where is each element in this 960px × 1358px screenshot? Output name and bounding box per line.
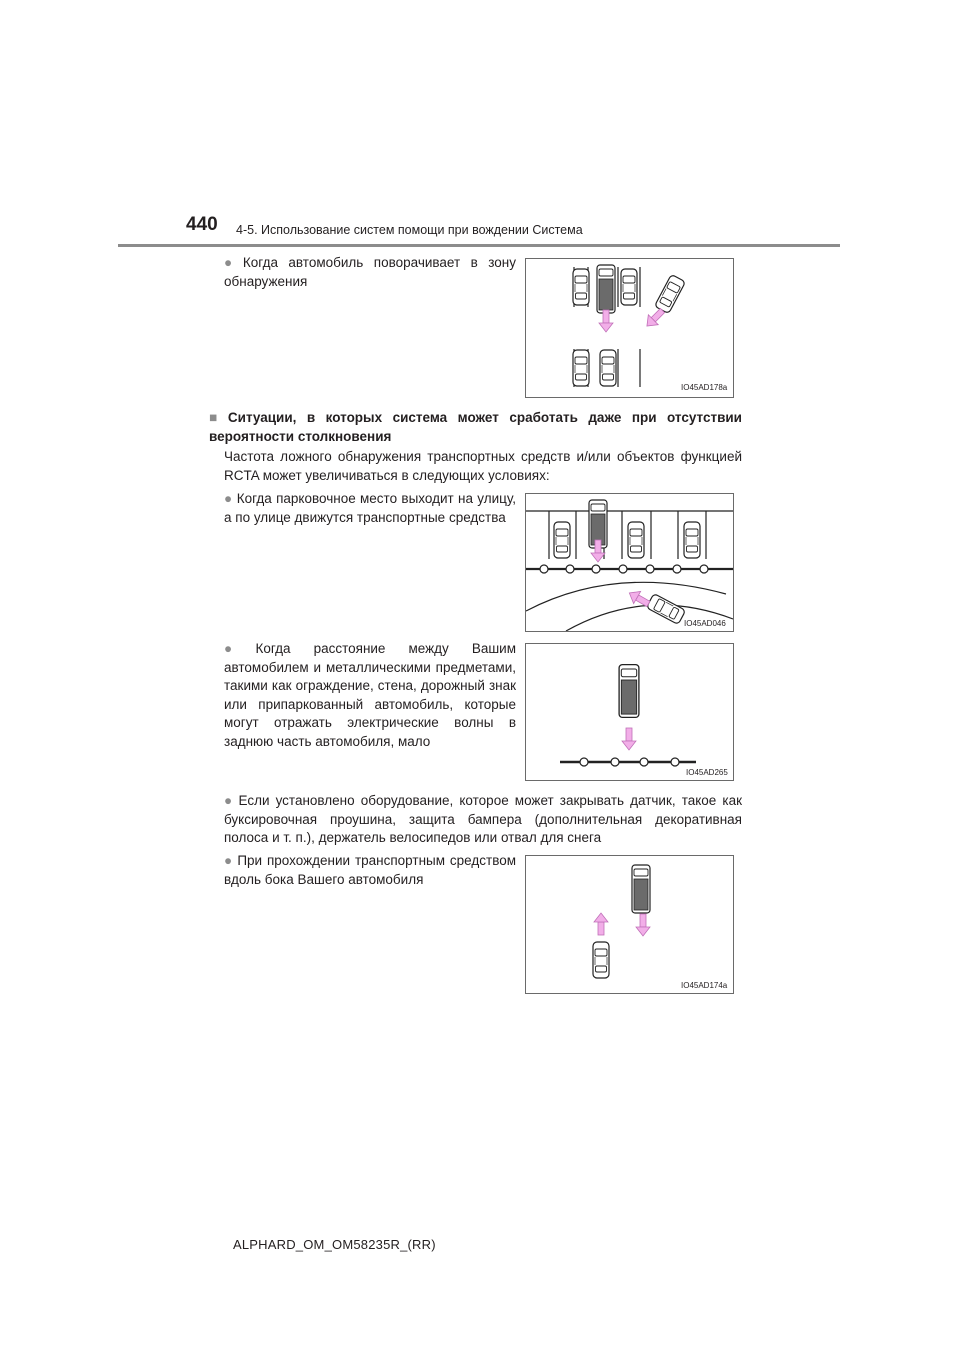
bullet-icon: ●	[224, 793, 235, 808]
parked-car-icon	[573, 350, 589, 386]
bullet-text: Если установлено оборудование, которое может закрывать датчик, такое как буксировочная проушина, защита бампера (дополнительная декоративная полоса и т. п.), держатель велосипедов или отвал для снега	[224, 793, 743, 845]
bullet-item-equipment	[224, 792, 742, 848]
intro-paragraph: Частота ложного обнаружения транспортных средств и/или объектов функцией RCTA может увеличиваться в следующих условиях:	[224, 449, 742, 483]
bullet-icon: ●	[224, 641, 252, 656]
bullet-item-turning	[224, 254, 516, 291]
header-rule	[118, 244, 840, 247]
bullet-text: Когда автомобиль поворачивает в зону обнаружения	[224, 255, 517, 289]
figure-code: IO45AD265	[686, 768, 728, 777]
figure-code: IO45AD174a	[681, 981, 728, 990]
parked-car-icon	[684, 522, 700, 558]
parked-car-icon	[554, 522, 570, 558]
figure-code: IO45AD178a	[681, 383, 728, 392]
parked-car-icon	[600, 350, 616, 386]
passing-car-icon	[646, 593, 685, 624]
bullet-item-street	[224, 490, 516, 527]
figure-metal-objects	[525, 643, 734, 781]
square-bullet-icon: ■	[209, 410, 224, 425]
parked-car-icon	[621, 269, 637, 305]
section-heading	[209, 408, 742, 446]
reverse-arrow-icon	[622, 728, 636, 750]
bullet-text: При прохождении транспортным средством вдоль бока Вашего автомобиля	[224, 853, 517, 887]
footer-doc-id: ALPHARD_OM_OM58235R_(RR)	[233, 1237, 436, 1252]
parked-car-icon	[573, 269, 589, 305]
bullet-icon: ●	[224, 853, 234, 868]
own-vehicle-icon	[632, 865, 650, 913]
bullet-icon: ●	[224, 255, 239, 270]
passing-arrow-icon	[594, 913, 608, 935]
own-vehicle-icon	[619, 665, 639, 718]
bullet-text: Когда расстояние между Вашим автомобилем и металлическими предметами, такими как ограждение, стена, дорожный знак или припаркованный автомобиль, которые могут отражать электрические волны в заднюю часть автомобиля, мало	[224, 641, 516, 749]
bullet-icon: ●	[224, 491, 233, 506]
figure-code: IO45AD046	[684, 619, 726, 628]
parked-car-icon	[628, 522, 644, 558]
page-number: 440	[186, 214, 218, 235]
section-title: 4-5. Использование систем помощи при вождении Система	[236, 223, 583, 237]
bullet-item-passing	[224, 852, 516, 889]
figure-street	[525, 493, 734, 632]
own-vehicle-icon	[597, 265, 615, 313]
turning-car-icon	[654, 274, 685, 313]
bullet-item-metal-objects	[224, 640, 516, 751]
figure-turning	[525, 258, 734, 398]
figure-passing	[525, 855, 734, 994]
passing-car-icon	[593, 942, 609, 978]
heading-text: Ситуации, в которых система может сработать даже при отсутствии вероятности столкновения	[209, 410, 742, 444]
reverse-arrow-icon	[636, 914, 650, 936]
bullet-text: Когда парковочное место выходит на улицу, а по улице движутся транспортные средства	[224, 491, 517, 525]
